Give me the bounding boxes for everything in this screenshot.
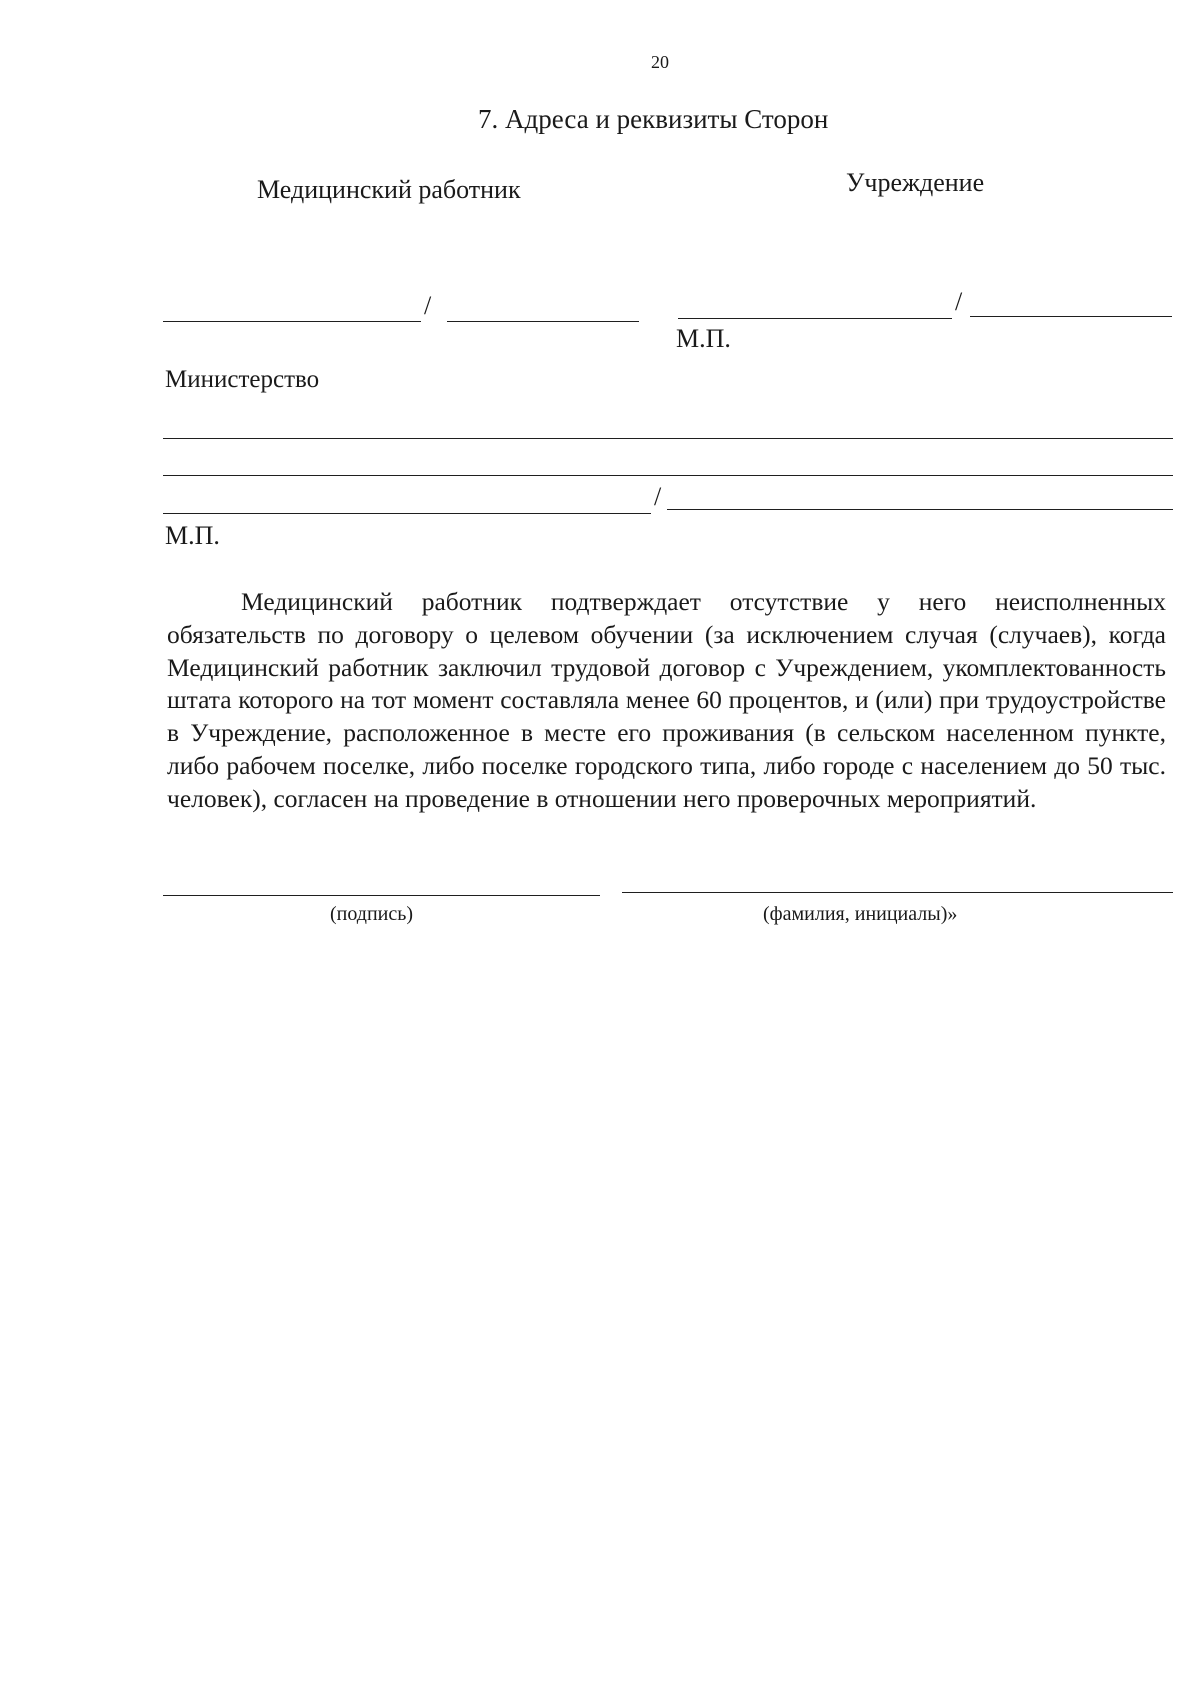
- seal-label-ministry: М.П.: [165, 521, 220, 550]
- confirmation-name-line: [622, 892, 1173, 893]
- party-worker-label: Медицинский работник: [257, 175, 521, 204]
- institution-signature-line: [678, 318, 952, 319]
- institution-signature-separator: /: [955, 287, 963, 316]
- signature-caption: (подпись): [330, 903, 414, 925]
- worker-signature-line: [163, 321, 421, 322]
- confirmation-signature-line: [163, 895, 600, 896]
- party-institution-label: Учреждение: [846, 168, 985, 197]
- worker-signature-separator: /: [424, 291, 432, 320]
- ministry-line-1: [163, 438, 1173, 439]
- ministry-signature-line: [163, 513, 651, 514]
- ministry-signature-separator: /: [654, 482, 662, 511]
- worker-name-line: [447, 321, 639, 322]
- confirmation-paragraph: Медицинский работник подтверждает отсутствие у него неисполненных обязательств по договору о целевом обучении (за исключением случая (случаев), когда Медицинский работник заключил трудовой договор с Учреждением, укомплектованность штата которого на тот момент составляла менее 60 процентов, и (или) при трудоустройстве в Учреждение, расположенное в месте его проживания (в сельском населенном пункте, либо рабочем поселке, либо поселке городского типа, либо городе с населением до 50 тыс. человек), согласен на проведение в отношении него проверочных мероприятий.: [167, 587, 1166, 813]
- ministry-line-2: [163, 475, 1173, 476]
- seal-label-institution: М.П.: [676, 324, 731, 353]
- section-title: 7. Адреса и реквизиты Сторон: [478, 104, 829, 134]
- ministry-label: Министерство: [165, 366, 320, 393]
- institution-name-line: [970, 316, 1172, 317]
- ministry-name-line: [667, 509, 1173, 510]
- page-number: 20: [651, 52, 669, 72]
- name-caption: (фамилия, инициалы)»: [763, 903, 958, 925]
